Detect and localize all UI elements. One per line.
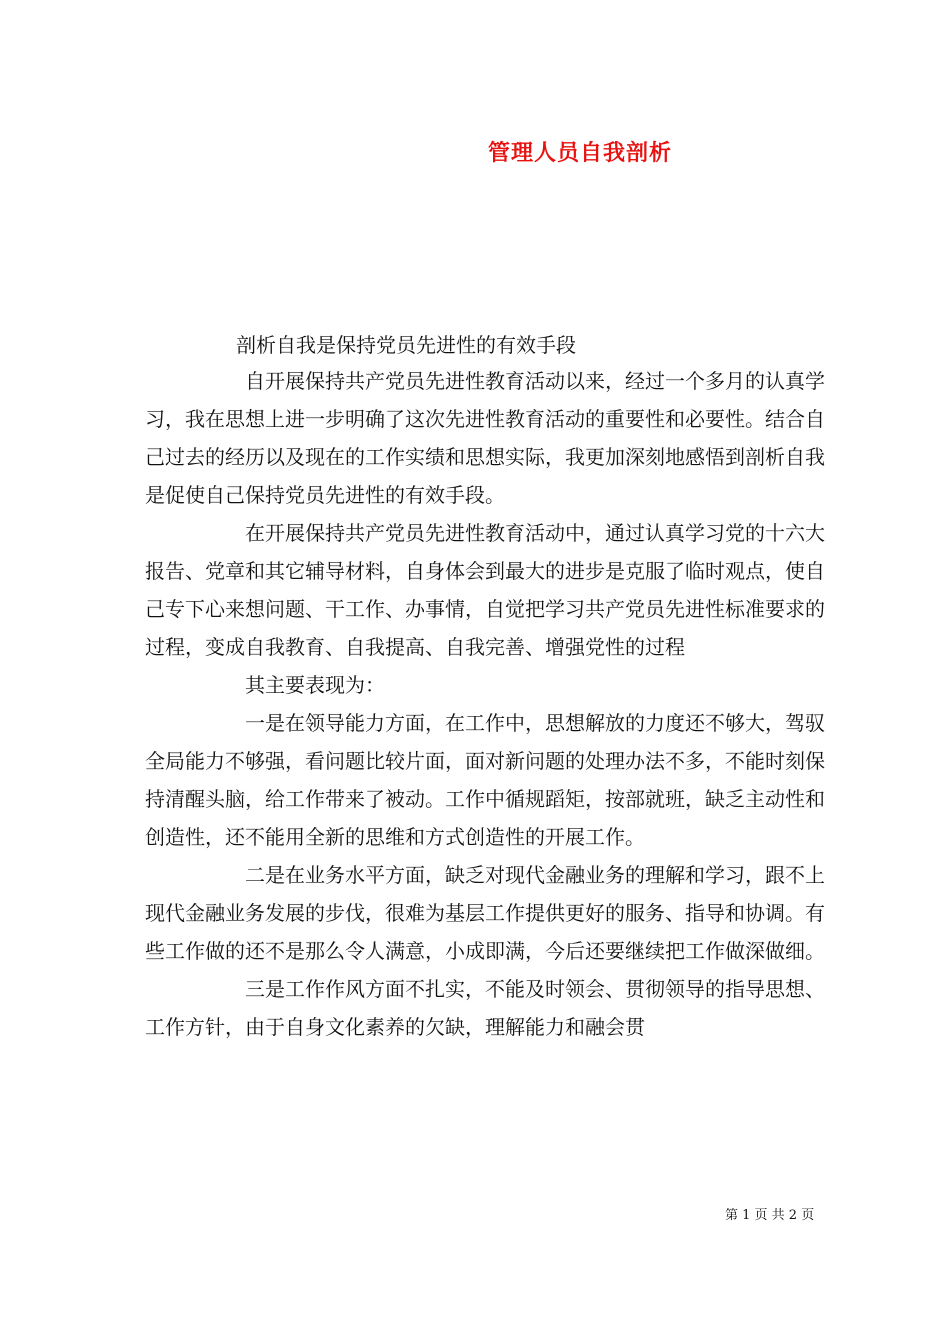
paragraph-main-points: 其主要表现为：	[245, 673, 385, 697]
document-subtitle: 剖析自我是保持党员先进性的有效手段	[236, 333, 576, 357]
document-title: 管理人员自我剖析	[488, 140, 673, 166]
paragraph-study: 在开展保持共产党员先进性教育活动中，通过认真学习党的十六大报告、党章和其它辅导材料，自身体会到最大的进步是克服了临时观点，使自己专下心来想问题、干工作、办事情，自觉把学习共产党员先进性标准要求的过程，变成自我教育、自我提高、自我完善、增强党性的过程	[145, 521, 825, 659]
paragraph-point-two: 二是在业务水平方面，缺乏对现代金融业务的理解和学习，跟不上现代金融业务发展的步伐，很难为基层工作提供更好的服务、指导和协调。有些工作做的还不是那么令人满意，小成即满，今后还要继续把工作做深做细。	[145, 863, 825, 963]
page-number-footer: 第 1 页 共 2 页	[725, 1208, 815, 1223]
paragraph-point-three: 三是工作作风方面不扎实，不能及时领会、贯彻领导的指导思想、工作方针，由于自身文化素养的欠缺，理解能力和融会贯	[145, 977, 825, 1039]
paragraph-point-one: 一是在领导能力方面，在工作中，思想解放的力度还不够大，驾驭全局能力不够强，看问题比较片面，面对新问题的处理办法不多，不能时刻保持清醒头脑，给工作带来了被动。工作中循规蹈矩，按部就班，缺乏主动性和创造性，还不能用全新的思维和方式创造性的开展工作。	[145, 711, 825, 849]
paragraph-intro: 自开展保持共产党员先进性教育活动以来，经过一个多月的认真学习，我在思想上进一步明确了这次先进性教育活动的重要性和必要性。结合自己过去的经历以及现在的工作实绩和思想实际，我更加深刻地感悟到剖析自我是促使自己保持党员先进性的有效手段。	[145, 369, 825, 507]
document-body	[145, 362, 825, 1046]
